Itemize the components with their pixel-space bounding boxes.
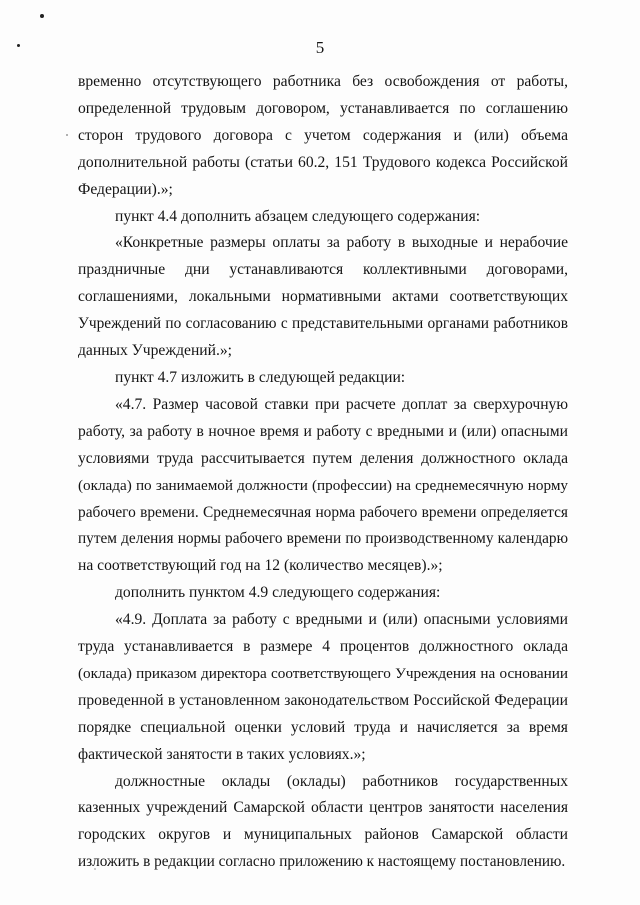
- text-line: пункт 4.4 дополнить абзацем следующего содержания:: [115, 207, 481, 225]
- text-line: должностные оклады (оклады) работников государственных: [115, 772, 568, 790]
- text-line: условиями труда рассчитывается путем деления должностного оклада: [78, 449, 568, 467]
- text-line: данных Учреждений.»;: [78, 342, 233, 360]
- text-line: городских округов и муниципальных районов Самарской области: [78, 826, 568, 844]
- text-line: фактической занятости в таких условиях.»;: [78, 745, 366, 763]
- text-line: Учреждений по согласованию с представительными органами работников: [78, 315, 568, 333]
- document-body: [78, 69, 568, 876]
- scan-speck: [66, 134, 68, 136]
- scan-speck: [40, 14, 44, 18]
- text-line: изложить в редакции согласно приложению к настоящему постановлению.: [78, 853, 566, 871]
- text-line: казенных учреждений Самарской области центров занятости населения: [78, 799, 568, 817]
- text-line: порядке специальной оценки условий труда и начисляется за время: [78, 718, 568, 736]
- text-line: временно отсутствующего работника без освобождения от работы,: [78, 73, 568, 90]
- text-line: «4.9. Доплата за работу с вредными и (или) опасными условиями: [115, 611, 568, 629]
- text-line: рабочего времени. Среднемесячная норма рабочего времени определяется: [78, 503, 568, 521]
- text-line: (оклада) по занимаемой должности (профессии) на среднемесячную норму: [78, 476, 568, 494]
- text-line: сторон трудового договора с учетом содержания и (или) объема: [78, 126, 568, 144]
- text-line: пункт 4.7 изложить в следующей редакции:: [115, 368, 406, 386]
- text-line: «4.7. Размер часовой ставки при расчете доплат за сверхурочную: [115, 395, 568, 413]
- text-line: путем деления нормы рабочего времени по производственному календарю: [78, 530, 568, 548]
- text-line: на соответствующий год на 12 (количество месяцев).»;: [78, 557, 443, 575]
- text-line: «Конкретные размеры оплаты за работу в выходные и нерабочие: [115, 234, 568, 252]
- text-line: (оклада) приказом директора соответствующего Учреждения на основании: [78, 664, 568, 682]
- text-line: работу, за работу в ночное время и работу с вредными и (или) опасными: [78, 422, 568, 440]
- text-line: дополнить пунктом 4.9 следующего содержания:: [115, 584, 441, 602]
- text-line: соглашениями, локальными нормативными актами соответствующих: [78, 288, 568, 306]
- text-line: Федерации).»;: [78, 180, 173, 198]
- text-line: труда устанавливается в размере 4 процентов должностного оклада: [78, 638, 568, 656]
- page-number: 5: [315, 38, 325, 57]
- text-line: определенной трудовым договором, устанавливается по соглашению: [78, 99, 568, 117]
- text-line: праздничные дни устанавливаются коллективными договорами,: [78, 261, 568, 279]
- text-line: дополнительной работы (статьи 60.2, 151 Трудового кодекса Российской: [78, 153, 568, 171]
- text-line: проведенной в установленном законодательством Российской Федерации: [78, 691, 568, 709]
